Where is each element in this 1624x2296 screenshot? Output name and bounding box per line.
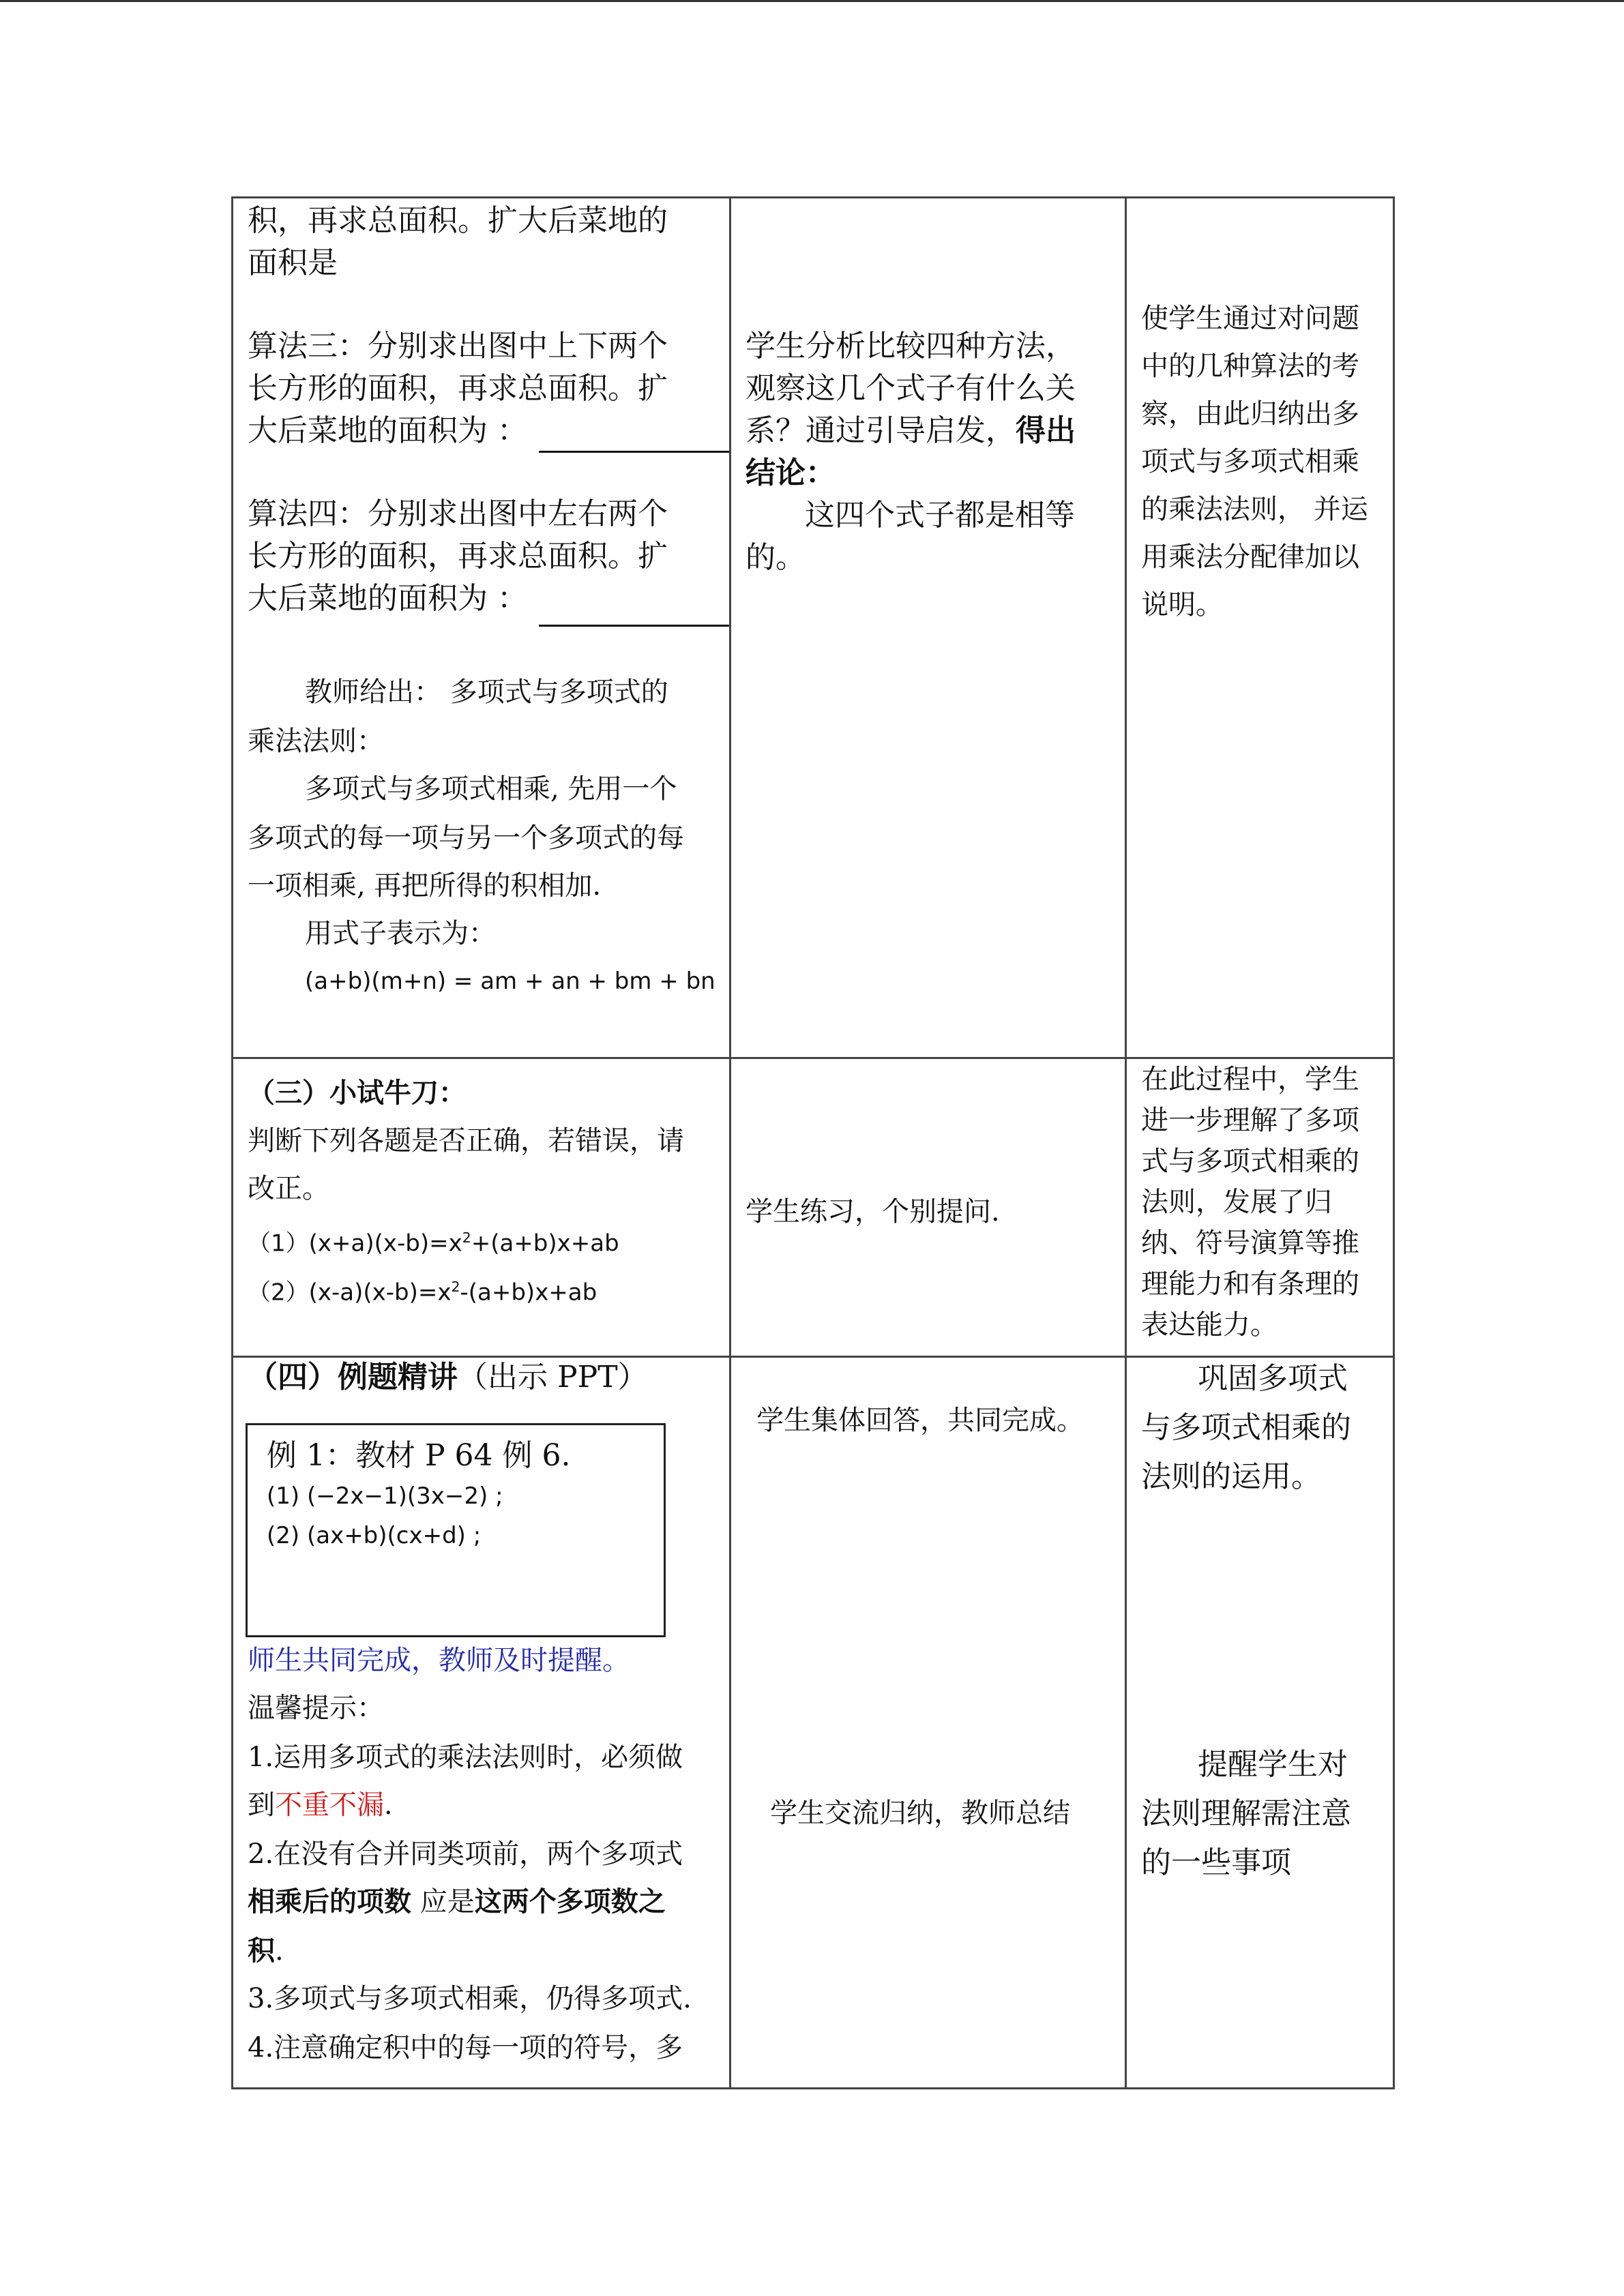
cell-student-activity-1 <box>730 198 1126 1058</box>
intent-line: 提醒学生对 <box>1198 1747 1348 1782</box>
conclusion-label: 结论： <box>745 456 836 490</box>
text-line: 面积是 <box>248 245 338 280</box>
text-line <box>745 410 1076 452</box>
conclusion-line1: 这四个式子都是相等 <box>805 498 1075 533</box>
example-question-2: (2) (ax+b)(cx+d) ; <box>267 1522 482 1549</box>
answer-blank-method3 <box>539 451 730 453</box>
highlight-red-text: 不重不漏 <box>275 1789 384 1821</box>
text-span: . <box>384 1789 393 1821</box>
text-span: 应是 <box>411 1886 475 1918</box>
multiplication-formula: (a+b)(m+n) = am + an + bm + bn <box>305 968 715 995</box>
tip-1-line1: 1.运用多项式的乘法法则时，必须做 <box>248 1742 683 1773</box>
intent-line: 用乘法分配律加以 <box>1141 541 1359 573</box>
intent-line: 的乘法法则， 并运 <box>1141 494 1368 525</box>
text-span: . <box>275 1935 284 1967</box>
method4-line2: 长方形的面积，再求总面积。扩 <box>248 539 668 573</box>
conclusion-line2: 的。 <box>745 540 806 575</box>
intent-line: 巩固多项式 <box>1198 1361 1348 1396</box>
tip-2-line1: 2.在没有合并同类项前，两个多项式 <box>248 1838 683 1870</box>
intent-line: 察，由此归纳出多 <box>1141 398 1359 430</box>
section-heading <box>248 1357 648 1399</box>
bold-text: 得出 <box>1016 413 1076 448</box>
tip-3: 3.多项式与多项式相乘，仍得多项式. <box>248 1983 692 2014</box>
example-title: 例 1：教材 P 64 例 6. <box>267 1438 571 1473</box>
practice-question-2 <box>248 1270 597 1309</box>
table-row-algorithms <box>233 198 1394 1058</box>
bold-text: （四）例题精讲 <box>248 1360 458 1395</box>
text-span: -(a+b)x+ab <box>460 1279 597 1307</box>
intent-line: 表达能力。 <box>1141 1309 1278 1341</box>
cell-teaching-content-3 <box>233 1357 730 2089</box>
cell-student-activity-3 <box>730 1357 1126 2089</box>
intent-line: 法则，发展了归 <box>1141 1187 1332 1218</box>
text-span: 系？通过引导启发， <box>745 413 1016 448</box>
example-question-1: (1) (−2x−1)(3x−2) ; <box>267 1482 503 1510</box>
tip-4: 4.注意确定积中的每一项的符号，多 <box>248 2032 683 2063</box>
intent-line: 法则的运用。 <box>1141 1459 1321 1494</box>
superscript: 2 <box>451 1279 460 1295</box>
intent-line: 项式与多项式相乘 <box>1141 446 1359 477</box>
bold-text: 积 <box>248 1935 275 1967</box>
activity-text-2: 学生交流归纳，教师总结 <box>770 1798 1070 1829</box>
page-top-border <box>0 0 1624 2</box>
method4-line3: 大后菜地的面积为 ： <box>248 581 527 616</box>
teacher-gives-line1: 教师给出： 多项式与多项式的 <box>305 676 668 708</box>
cell-design-intent-2 <box>1126 1058 1394 1357</box>
intent-line: 中的几种算法的考 <box>1141 351 1359 382</box>
cell-teaching-content-2 <box>233 1058 730 1357</box>
rule-line3: 一项相乘, 再把所得的积相加. <box>248 870 602 901</box>
intent-line: 与多项式相乘的 <box>1141 1410 1351 1445</box>
method4-line1: 算法四：分别求出图中左右两个 <box>248 496 668 531</box>
text-span: 到 <box>248 1789 275 1821</box>
superscript: 2 <box>462 1229 471 1246</box>
text-line: 学生分析比较四种方法， <box>745 329 1076 363</box>
intent-line: 的一些事项 <box>1141 1845 1291 1880</box>
text-line: 积，再求总面积。扩大后菜地的 <box>248 203 668 238</box>
intent-line: 在此过程中，学生 <box>1141 1064 1359 1095</box>
intent-line: 使学生通过对问题 <box>1141 303 1359 334</box>
bold-text: 这两个多项数之 <box>474 1885 666 1918</box>
method3-line1: 算法三：分别求出图中上下两个 <box>248 329 668 363</box>
activity-text-1: 学生集体回答，共同完成。 <box>756 1405 1084 1436</box>
intent-line: 进一步理解了多项 <box>1141 1105 1359 1136</box>
table-row-examples <box>233 1357 1394 2089</box>
teacher-reminder-note: 师生共同完成，教师及时提醒。 <box>248 1645 630 1676</box>
tip-2-line2 <box>248 1883 666 1921</box>
table-row-practice <box>233 1058 1394 1357</box>
tip-1-line2 <box>248 1786 393 1824</box>
text-span: +(a+b)x+ab <box>471 1229 619 1257</box>
teacher-gives-line2: 乘法法则： <box>248 726 384 757</box>
bold-text: 相乘后的项数 <box>248 1885 411 1918</box>
intent-line: 法则理解需注意 <box>1141 1796 1351 1831</box>
answer-blank-method4 <box>539 625 730 627</box>
activity-text: 学生练习，个别提问. <box>745 1196 1000 1227</box>
intent-line: 说明。 <box>1141 589 1223 621</box>
expression-label: 用式子表示为： <box>305 918 496 949</box>
text-span: （出示 PPT） <box>458 1360 648 1395</box>
text-line: 判断下列各题是否正确，若错误，请 <box>248 1125 684 1157</box>
text-span: （2）(x-a)(x-b)=x <box>248 1279 452 1307</box>
intent-line: 式与多项式相乘的 <box>1141 1146 1359 1177</box>
text-line: 改正。 <box>248 1173 329 1204</box>
cell-student-activity-2 <box>730 1058 1126 1357</box>
practice-question-1 <box>248 1221 619 1259</box>
rule-line2: 多项式的每一项与另一个多项式的每 <box>248 822 684 854</box>
rule-line1: 多项式与多项式相乘, 先用一个 <box>305 773 677 805</box>
cell-teaching-content-1 <box>233 198 730 1058</box>
intent-line: 理能力和有条理的 <box>1141 1268 1359 1300</box>
cell-design-intent-1 <box>1126 198 1394 1058</box>
tips-title: 温馨提示： <box>248 1693 384 1724</box>
intent-line: 纳、符号演算等推 <box>1141 1227 1359 1259</box>
method3-line3: 大后菜地的面积为 ： <box>248 413 527 448</box>
tip-2-line3 <box>248 1932 284 1970</box>
section-heading: （三）小试牛刀： <box>248 1077 466 1109</box>
text-line: 观察这几个式子有什么关 <box>745 371 1076 406</box>
method3-line2: 长方形的面积，再求总面积。扩 <box>248 371 668 406</box>
text-span: （1）(x+a)(x-b)=x <box>248 1229 462 1257</box>
lesson-plan-table <box>231 196 1395 2089</box>
cell-design-intent-3 <box>1126 1357 1394 2089</box>
example-box <box>246 1423 666 1637</box>
